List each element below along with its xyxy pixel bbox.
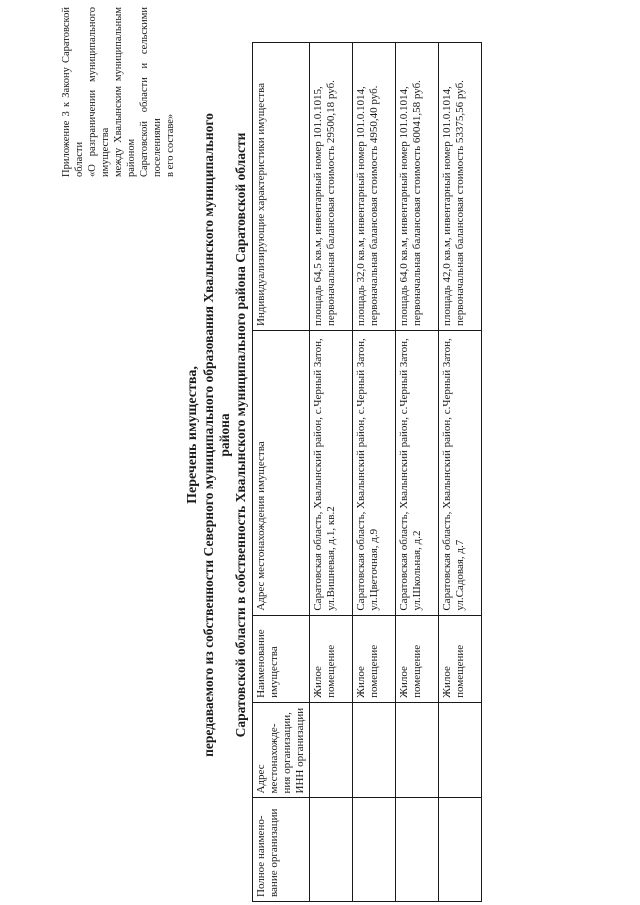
table-row [439,43,482,902]
cell-org-name [439,798,482,902]
header-property-address: Адрес местонахождения имущества [253,331,310,616]
header-org-address: Адрес местонахожде-ния организации, ИНН организации [253,702,310,798]
cell-property-name: Жилое помещение [439,615,482,702]
title-line-1: Перечень имущества, [185,366,200,504]
appendix-line: между Хвалынским муниципальным районом [113,7,137,177]
appendix-line: «О разграничении муниципального имущества [87,7,111,177]
appendix-line: Саратовской области и сельскими поселениями [139,7,163,177]
cell-characteristics: площадь 64,0 кв.м, инвентарный номер 101.0.1014, первоначальная балансовая стоимость 60041,58 руб. [396,43,439,331]
cell-property-name: Жилое помещение [310,615,353,702]
cell-org-name [353,798,396,902]
header-property-name: Наименование имущества [253,615,310,702]
cell-org-name [396,798,439,902]
cell-org-name [310,798,353,902]
cell-characteristics: площадь 32,0 кв.м, инвентарный номер 101.0.1014, первоначальная балансовая стоимость 4950,40 руб. [353,43,396,331]
cell-characteristics: площадь 64,5 кв.м, инвентарный номер 101.0.1015, первоначальная балансовая стоимость 29500,18 руб. [310,43,353,331]
cell-property-address: Саратовская область, Хвалынский район, с.Черный Затон, ул.Школьная, д.2 [396,331,439,616]
cell-property-name: Жилое помещение [396,615,439,702]
title-line-3: Саратовской области в собственность Хвалынского муниципального района Саратовской области [233,132,248,738]
appendix-line: в его составе» [165,113,176,177]
document-title [185,105,249,765]
title-line-2: передаваемого из собственности Северного муниципального образования Хвалынского муниципального района [201,113,232,757]
cell-org-address [396,702,439,798]
cell-property-address: Саратовская область, Хвалынский район, с.Черный Затон, ул.Цветочная, д.9 [353,331,396,616]
cell-property-name: Жилое помещение [353,615,396,702]
appendix-line: Приложение 3 к Закону Саратовской области [61,7,85,177]
table-header-row [253,43,310,902]
cell-property-address: Саратовская область, Хвалынский район, с.Черный Затон, ул.Вишневая, д.1, кв.2 [310,331,353,616]
cell-org-address [310,702,353,798]
cell-property-address: Саратовская область, Хвалынский район, с.Черный Затон, ул.Садовая, д.7 [439,331,482,616]
cell-org-address [353,702,396,798]
table-row [353,43,396,902]
header-org-name: Полное наимено-вание организации [253,798,310,902]
table-row [310,43,353,902]
table-row [396,43,439,902]
appendix-note [60,7,177,177]
cell-org-address [439,702,482,798]
asset-table [252,42,482,902]
cell-characteristics: площадь 42,0 кв.м, инвентарный номер 101.0.1014, первоначальная балансовая стоимость 53375,56 руб. [439,43,482,331]
header-characteristics: Индивидуализирующие характеристики имущества [253,43,310,331]
